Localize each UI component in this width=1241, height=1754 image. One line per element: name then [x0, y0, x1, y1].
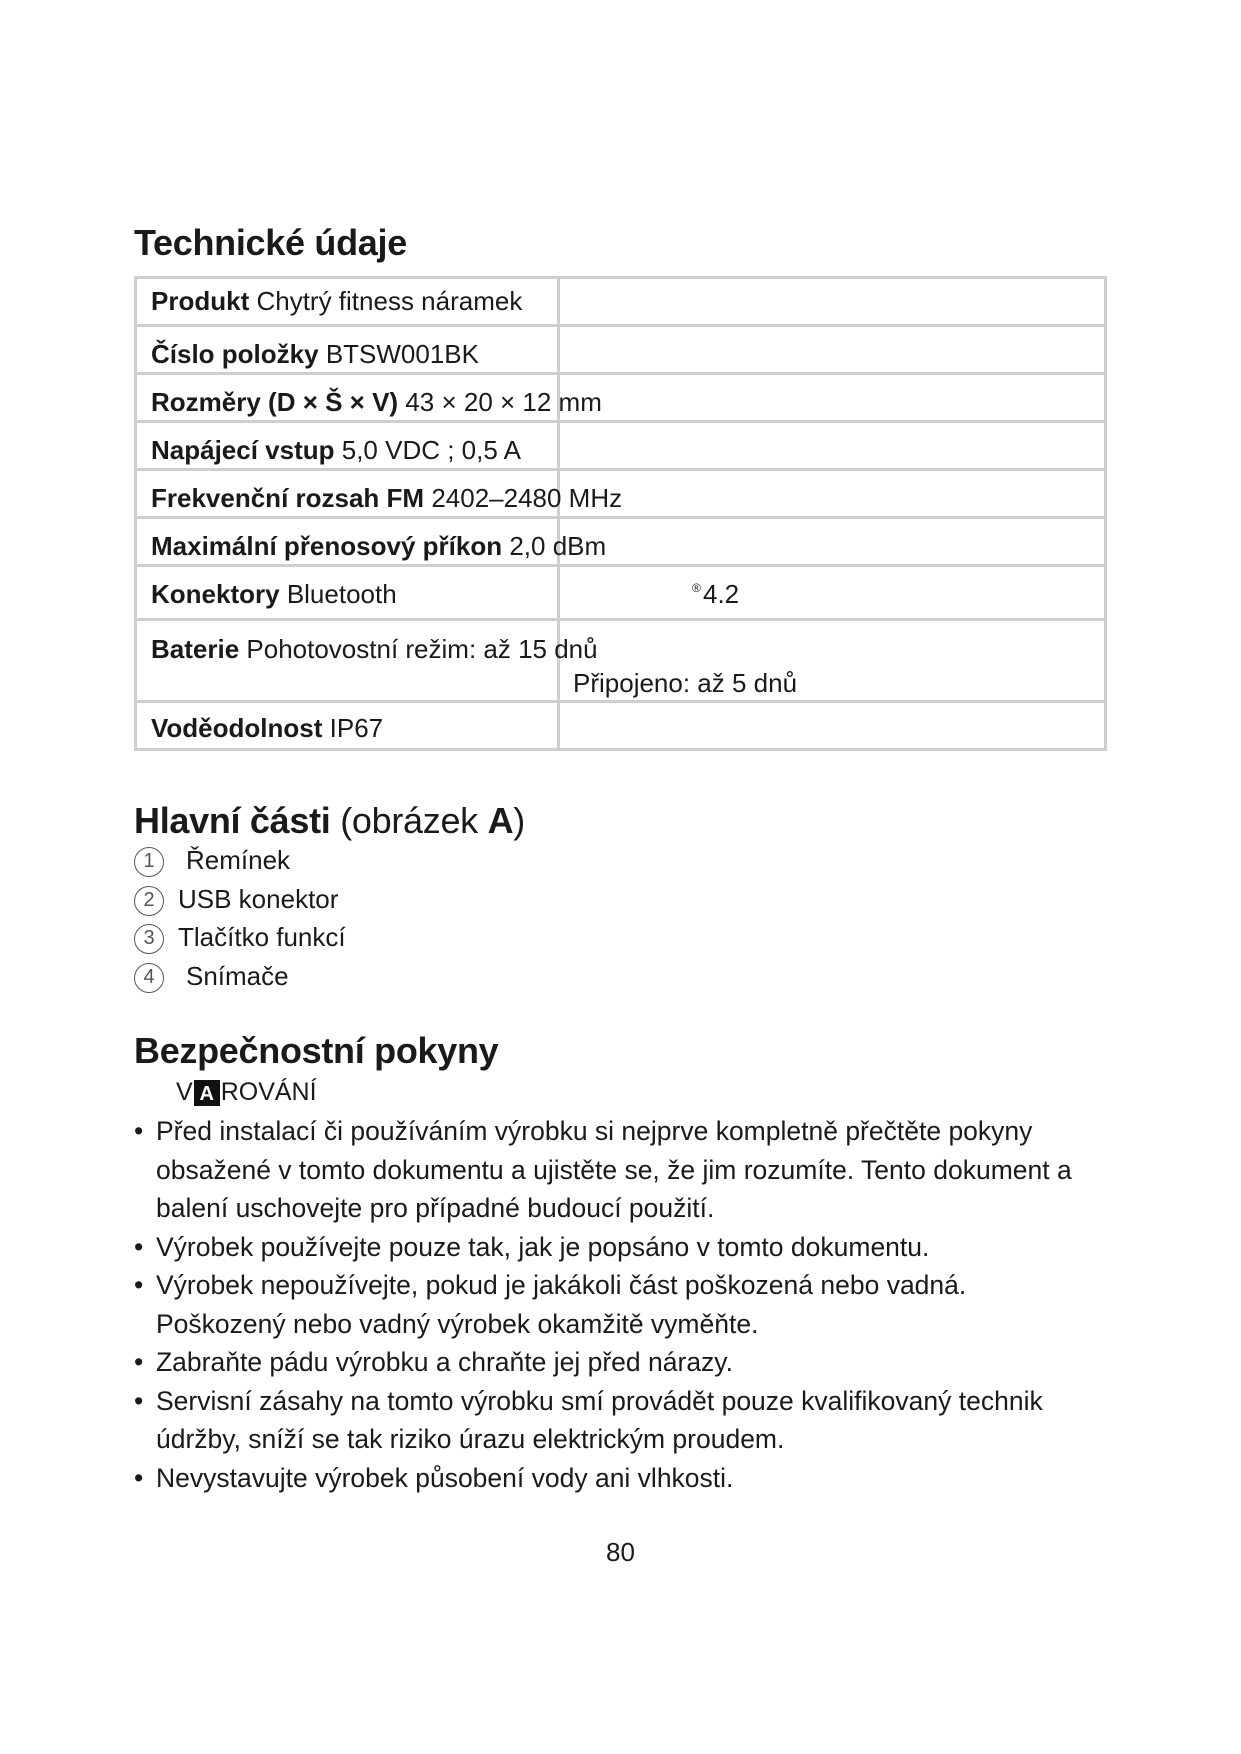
spec-row-dimensions — [151, 387, 602, 417]
spec-label: Napájecí vstup — [151, 435, 335, 465]
spec-value: 43 × 20 × 12 mm — [405, 387, 602, 417]
spec-label: Voděodolnost — [151, 713, 323, 743]
safety-section-title: Bezpečnostní pokyny — [134, 1030, 499, 1071]
list-item: • Výrobek nepoužívejte, pokud je jakákoli část poškozená nebo vadná. Poškozený nebo vadný výrobek okamžitě vyměňte. — [134, 1266, 1094, 1343]
spec-value-extra: Připojeno: až 5 dnů — [573, 668, 798, 698]
spec-row-connectors — [151, 579, 397, 609]
warning-text-start: V — [176, 1078, 193, 1106]
table-row-divider — [137, 618, 1104, 621]
part-label: Řemínek — [186, 845, 291, 875]
spec-label: Číslo položky — [151, 339, 319, 369]
page-number: 80 — [606, 1537, 635, 1567]
spec-value: 5,0 VDC ; 0,5 A — [341, 435, 521, 465]
list-item — [134, 959, 289, 993]
spec-value: 2,0 dBm — [509, 531, 607, 561]
table-row-divider — [137, 700, 1104, 703]
parts-section-title — [134, 800, 525, 842]
safety-bullet-list — [134, 1112, 1094, 1497]
list-item: • Nevystavujte výrobek působení vody ani vlhkosti. — [134, 1459, 1094, 1498]
spec-table — [134, 276, 1107, 751]
part-label: Tlačítko funkcí — [178, 922, 346, 952]
table-row-divider — [137, 372, 1104, 375]
list-item — [134, 882, 338, 916]
spec-label: Frekvenční rozsah FM — [151, 483, 425, 513]
table-row-divider — [137, 516, 1104, 519]
list-item: • Před instalací či používáním výrobku si nejprve kompletně přečtěte pokyny obsažené v tomto dokumentu a ujistěte se, že jim rozumíte. Tento dokument a balení uschovejte pro případné budoucí použití. — [134, 1112, 1094, 1228]
table-column-divider — [557, 279, 560, 748]
spec-value: Pohotovostní režim: až 15 dnů — [246, 634, 598, 664]
spec-row-battery — [151, 634, 598, 664]
list-item: • Zabraňte pádu výrobku a chraňte jej před nárazy. — [134, 1343, 1094, 1382]
parts-title-text: Hlavní části — [134, 800, 331, 841]
spec-row-frequency — [151, 483, 622, 513]
spec-label: Maximální přenosový příkon — [151, 531, 503, 561]
spec-label: Konektory — [151, 579, 280, 609]
circled-number: 3 — [134, 924, 164, 954]
spec-value: Chytrý fitness náramek — [256, 286, 523, 316]
list-item — [134, 920, 346, 954]
part-label: USB konektor — [178, 883, 339, 914]
circled-number: 1 — [134, 847, 164, 877]
spec-value: IP67 — [329, 713, 384, 743]
spec-label: Rozměry (D × Š × V) — [151, 387, 399, 417]
table-row-divider — [137, 468, 1104, 471]
figure-ref-letter: A — [487, 800, 514, 841]
list-item: • Servisní zásahy na tomto výrobku smí provádět pouze kvalifikovaný technik údržby, sníží se tak riziko úrazu elektrickým proudem. — [134, 1382, 1094, 1459]
registered-mark: ® — [692, 581, 701, 595]
warning-icon: A — [194, 1080, 220, 1106]
spec-value: BTSW001BK — [325, 339, 479, 369]
list-item: • Výrobek používejte pouze tak, jak je popsáno v tomto dokumentu. — [134, 1228, 1094, 1267]
table-row-divider — [137, 420, 1104, 423]
spec-row-power-input — [151, 435, 521, 465]
list-item — [134, 843, 290, 877]
spec-label: Produkt — [151, 286, 250, 316]
spec-value-extra: 4.2 — [703, 579, 740, 609]
circled-number: 2 — [134, 886, 164, 916]
table-row-divider — [137, 564, 1104, 567]
spec-row-max-power — [151, 531, 606, 561]
spec-row-item-number — [151, 339, 479, 369]
spec-value: Bluetooth — [286, 579, 397, 609]
figure-ref-close: ) — [513, 800, 525, 841]
spec-label: Baterie — [151, 634, 240, 664]
part-label: Snímače — [186, 960, 289, 991]
spec-value: 2402–2480 MHz — [431, 483, 623, 513]
circled-number: 4 — [134, 963, 164, 993]
spec-row-water-resistance — [151, 713, 383, 743]
warning-text-end: ROVÁNÍ — [220, 1078, 317, 1106]
figure-ref-open: (obrázek — [340, 800, 488, 841]
spec-section-title: Technické údaje — [134, 222, 407, 263]
spec-row-product — [151, 286, 522, 316]
table-row-divider — [137, 324, 1104, 327]
warning-label — [176, 1078, 317, 1107]
